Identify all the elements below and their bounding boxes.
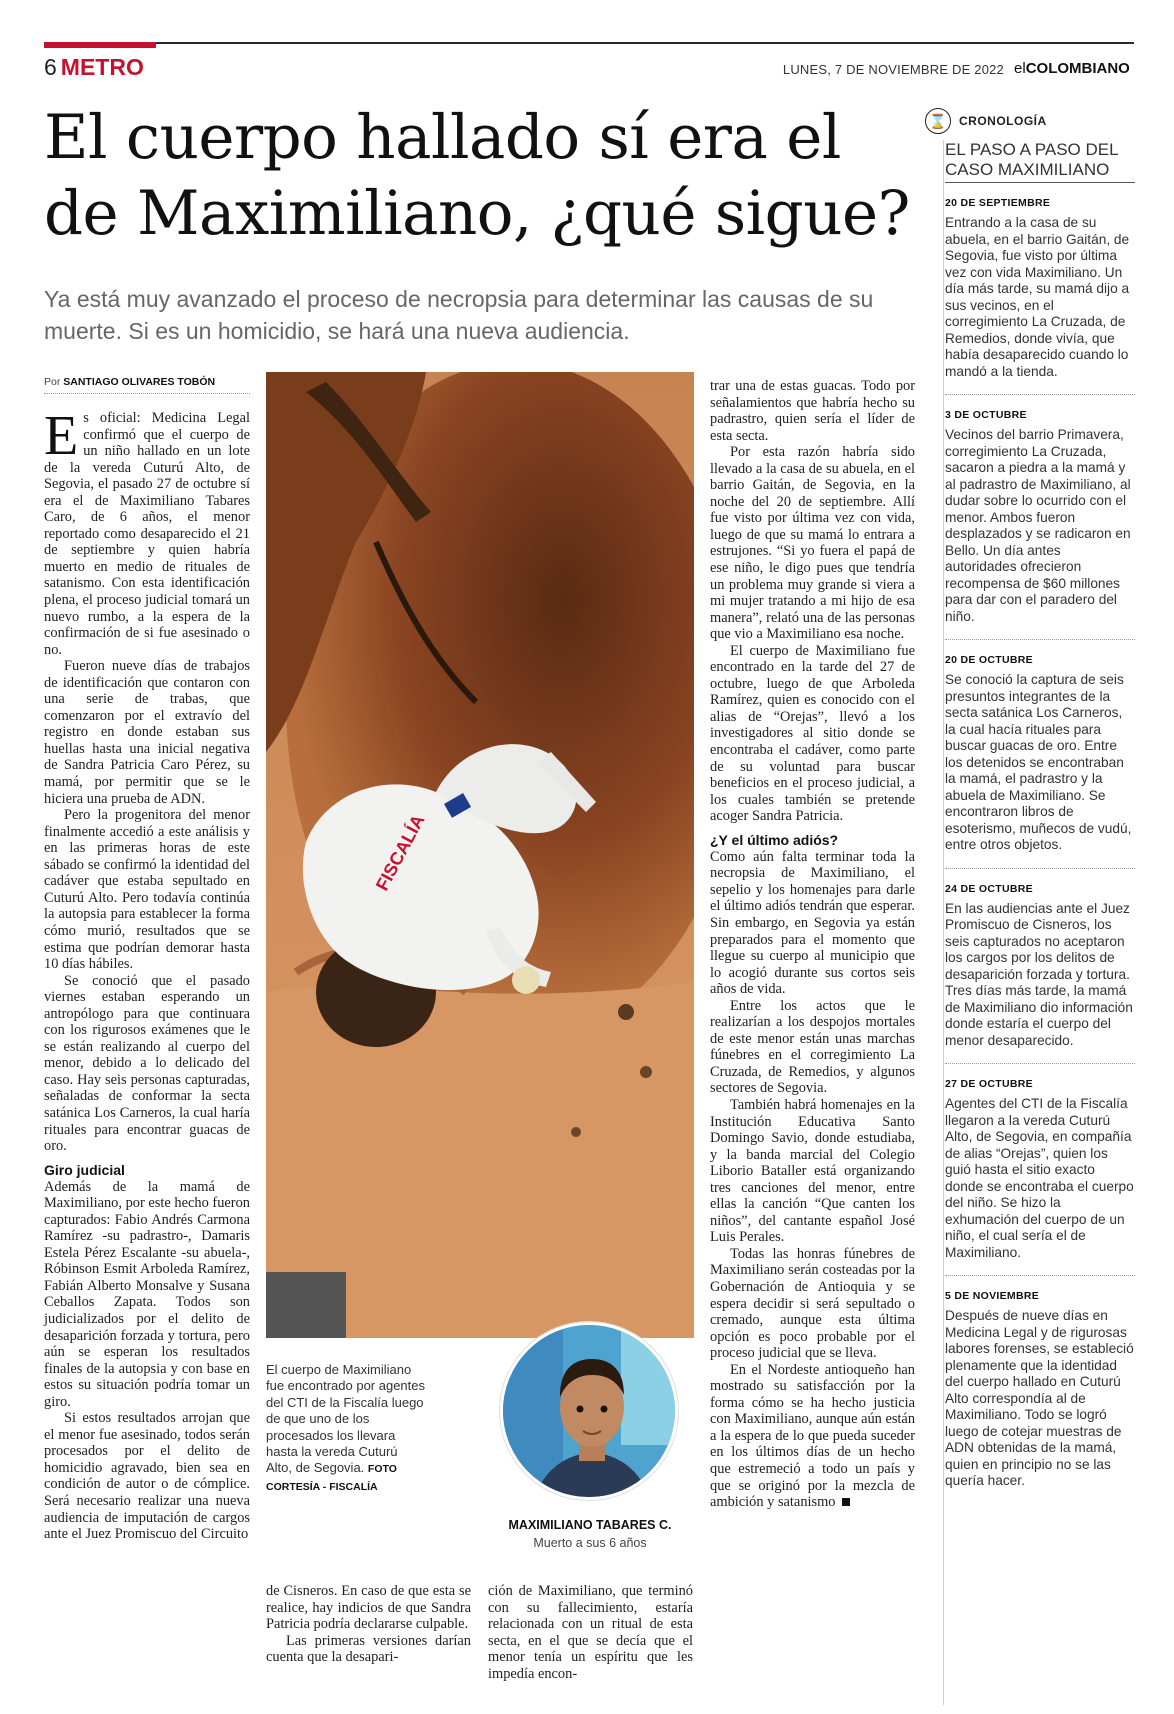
chronology-event xyxy=(945,1078,1135,1276)
chronology-event-text: Se conoció la captura de seis presuntos integrantes de la secta satánica Los Carneros, la cual hacía rituales para buscar guacas de oro. Entre los detenidos se encontraban la mamá, el padrastro y la abuela de Maximiliano. Se encontraron libros de esoterismo, muñecos de vudú, entre otros objetos. xyxy=(945,672,1132,852)
header-rule xyxy=(44,42,1134,44)
photo-caption: El cuerpo de Maximiliano fue encontrado por agentes del CTI de la Fiscalía luego de que uno de los procesados los llevara hasta la vereda Cuturú Alto, de Segovia. FOTO CORTESÍA - FISCALÍA xyxy=(266,1362,426,1493)
chronology-event xyxy=(945,1290,1135,1504)
subheading-ultimo-adios: ¿Y el último adiós? xyxy=(710,831,839,848)
article-paragraph: Fueron nueve días de trabajos de identificación que contaron con una serie de trabas, que comenzaron por el extravío del registro en donde estaban sus huellas hasta una inicial negativa de Sandra Patricia Caro Pérez, su mamá, por permitir que se le hiciera una prueba de ADN. xyxy=(44,658,250,807)
portrait-name: MAXIMILIANO TABARES C. xyxy=(508,1518,672,1532)
fiscalia-vest-label: FISCALÍA xyxy=(371,811,429,894)
article-headline: El cuerpo hallado sí era el de Maximiliano, ¿qué sigue? xyxy=(44,102,910,249)
article-paragraph: También habrá homenajes en la Institución Educativa Santo Domingo Savio, donde estudiaba, y la banda marcial del Colegio Liborio Bataller está organizando tres canciones del menor, entre ellas la canción “Que canten los niños”, del cantante español José Luis Perales. xyxy=(710,1096,915,1246)
chronology-event-date: 20 DE OCTUBRE xyxy=(945,654,1033,666)
subheading-giro-judicial: Giro judicial xyxy=(44,1161,125,1178)
article-paragraph: Entre los actos que le realizarían a los despojos mortales de este menor están unas marchas fúnebres en el corregimiento La Cruzada, de Remedios, y algunos sectores de Segovia. xyxy=(710,997,915,1097)
child-portrait xyxy=(500,1322,678,1500)
forensic-photo xyxy=(266,372,694,1338)
page-number: 6 xyxy=(44,54,57,80)
chronology-sidebar xyxy=(929,108,1135,1504)
issue-date: LUNES, 7 DE NOVIEMBRE DE 2022 xyxy=(782,62,1004,77)
chronology-event xyxy=(945,883,1135,1065)
article-paragraph: Si estos resultados arrojan que el menor fue asesinado, todos serán procesados por el delito de homicidio agravado, bien sea en condición de autor o de cómplice. Será necesario realizar una nueva audiencia de imputación de cargos ante el Juez Promiscuo del Circuito xyxy=(44,1410,250,1543)
section-name: METRO xyxy=(60,54,144,80)
chronology-event xyxy=(945,654,1135,869)
chronology-title: EL PASO A PASO DEL CASO MAXIMILIANO xyxy=(945,140,1135,183)
chronology-label: CRONOLOGÍA xyxy=(959,114,1047,128)
chronology-event-date: 24 DE OCTUBRE xyxy=(945,882,1033,895)
chronology-event-date: 20 DE SEPTIEMBRE xyxy=(945,197,1051,209)
child-portrait-illustration xyxy=(503,1325,678,1500)
article-paragraph: Como aún falta terminar toda la necropsia de Maximiliano, el sepelio y los homenajes para darle el último adiós tendrán que esperar. Sin embargo, en Segovia ya están preparados para el momento que llegue su cuerpo al municipio que lo acogió durante sus cortos seis años de vida. xyxy=(710,848,915,998)
drop-cap: E xyxy=(44,405,79,467)
article-paragraph: El cuerpo de Maximiliano fue encontrado en la tarde del 27 de octubre, luego de que Arboleda Ramírez, quien es conocido con el alias de “Orejas”, llevó a los investigadores al sitio donde se encontraba el cadáver, como parte de su voluntad para buscar beneficios en el proceso judicial, a los cuales también se pretende acoger Sandra Patricia. xyxy=(710,642,915,825)
article-paragraph: Se conoció que el pasado viernes estaban esperando un antropólogo para que continuara con los rigurosos exámenes que le se están realizando al cuerpo del menor, debido a lo delicado del caso. Hay seis personas capturadas, señaladas de conformar la secta satánica Los Carneros, la cual haría rituales para encontrar guacas de oro. xyxy=(44,972,250,1155)
sidebar-divider xyxy=(943,140,944,1705)
article-paragraph: En el Nordeste antioqueño han mostrado su satisfacción por la forma cómo se ha hecho justicia con Maximiliano, aunque aún están a la espera de lo que pueda suceder en los últimos días de un hecho que estremeció a todo un país y que se originó por la mezcla de ambición y satanismo xyxy=(710,1361,916,1511)
article-column-4 xyxy=(710,378,915,1511)
article-column-2 xyxy=(266,1583,471,1666)
chronology-event xyxy=(945,197,1135,395)
article-paragraph: de Cisneros. En caso de que esta se realice, hay indicios de que Sandra Patricia podría declararse culpable. xyxy=(266,1583,471,1633)
article-column-3 xyxy=(488,1583,693,1682)
newspaper-logo: elCOLOMBIANO xyxy=(1014,60,1130,77)
chronology-event-text: Entrando a la casa de su abuela, en el barrio Gaitán, de Segovia, fue visto por última vez con vida Maximiliano. Un día más tarde, su mamá dijo a sus vecinos, en el corregimiento La Cruzada, de Remedios, donde vivía, que había desaparecido cuando lo mandó a la tienda. xyxy=(945,215,1130,379)
article-paragraph: ción de Maximiliano, que terminó con su fallecimiento, estaría relacionada con un ritual de esta secta, en el que se decía que el menor tenía un espíritu que les impedía encon- xyxy=(488,1583,693,1682)
chronology-event xyxy=(945,409,1135,640)
portrait-age: Muerto a sus 6 años xyxy=(533,1536,647,1550)
chronology-header xyxy=(929,108,1135,134)
chronology-event-text: En las audiencias ante el Juez Promiscuo de Cisneros, los seis capturados no aceptaron los cargos por los delitos de desaparición forzada y tortura. Tres días más tarde, la mamá de Maximiliano dio información donde estaría el cuerpo del menor desaparecido. xyxy=(945,900,1133,1048)
article-paragraph: Es oficial: Medicina Legal confirmó que el cuerpo de un niño hallado en un lote de la vereda Cuturú Alto, de Segovia, el pasado 27 de octubre sí era el de Maximiliano Tabares Caro, de 6 años, el menor reportado como desaparecido el 21 de septiembre y quien habría muerto en medio de rituales de satanismo. Con esta identificación plena, el proceso judicial tomará un nuevo rumbo, a la espera de la confirmación de si fue asesinado o no. xyxy=(44,405,250,658)
end-of-article-mark xyxy=(842,1498,850,1506)
photo-credit: FOTO CORTESÍA - FISCALÍA xyxy=(266,1463,397,1493)
section-accent-bar xyxy=(44,42,156,48)
chronology-event-text: Vecinos del barrio Primavera, corregimiento La Cruzada, sacaron a piedra a la mamá y al padrastro de Maximiliano, al dudar sobre lo ocurrido con el menor. Ambos fueron desplazados y se radicaron en Bello. Un día antes autoridades ofrecieron recompensa de $60 millones para dar con el paradero del niño. xyxy=(945,427,1131,624)
hourglass-icon: ⌛ xyxy=(925,108,951,134)
article-paragraph: Pero la progenitora del menor finalmente accedió a este análisis y en las primeras horas de este sábado se confirmó la identidad del cadáver que estaba sepultado en Cuturú Alto. Pero todavía continúa la autopsia para establecer la forma cómo murió, resultados que se estima que podrían demorar hasta 10 días hábiles. xyxy=(44,807,250,973)
chronology-event-text: Después de nueve días en Medicina Legal y de rigurosas labores forenses, se estableció plenamente que la identidad del cuerpo hallado en Cuturú Alto correspondía al de Maximiliano. Todo se logró luego de cotejar muestras de ADN obtenidas de la mamá, quien en principio no se las quería hacer. xyxy=(945,1308,1134,1488)
article-paragraph: Las primeras versiones darían cuenta que la desapari- xyxy=(266,1632,471,1666)
article-subhead: Ya está muy avanzado el proceso de necropsia para determinar las causas de su muerte. Si es un homicidio, se hará una nueva audiencia. xyxy=(44,286,874,344)
article-paragraph: Además de la mamá de Maximiliano, por este hecho fueron capturados: Fabio Andrés Carmona Ramírez -su padrastro-, Damaris Estela Pérez Escalante -su abuela-, Róbinson Esmit Arboleda Ramírez, Fabián Alberto Monsalve y Susana Ceballos Zapata. Todos son judicializados por el delito de desaparición forzada y tortura, pero aún se esperan los resultados finales de la autopsia y con base en estos su situación podría tomar un giro. xyxy=(44,1178,250,1410)
chronology-event-date: 5 DE NOVIEMBRE xyxy=(945,1290,1040,1302)
byline-author: SANTIAGO OLIVARES TOBÓN xyxy=(63,376,216,388)
article-paragraph: Por esta razón habría sido llevado a la casa de su abuela, en el barrio Gaitán, de Segovia, en la noche del 20 de septiembre. Allí fue visto por última vez con vida, luego de que su mamá lo entrara a estrujones. “Si yo fuera el papá de ese niño, le digo pues que tendría un problema muy grande si viera a mi mujer tratando a mi hijo de esa manera”, relató una de las personas que vio a Maximiliano esa noche. xyxy=(710,444,915,643)
page-section-label xyxy=(44,54,144,81)
article-paragraph: trar una de estas guacas. Todo por señalamientos que habría hecho su padrastro, quien sería el líder de esta secta. xyxy=(710,378,915,444)
article-column-1 xyxy=(44,405,250,1543)
forensic-photo-illustration xyxy=(266,372,694,1338)
chronology-event-text: Agentes del CTI de la Fiscalía llegaron a la vereda Cuturú Alto, de Segovia, en compañía de alias “Orejas”, quien los guió hasta el sitio exacto donde se encontraba el cuerpo del niño. Se hizo la exhumación del cuerpo de un niño, el cual sería el de Maximiliano. xyxy=(945,1096,1134,1260)
article-paragraph: Todas las honras fúnebres de Maximiliano serán costeadas por la Gobernación de Antioquia y se espera decidir si será sepultado o cremado, aunque esta última opción es poco probable por el proceso judicial que se lleva. xyxy=(710,1245,915,1362)
byline: Por SANTIAGO OLIVARES TOBÓN xyxy=(44,376,250,394)
chronology-event-date: 3 DE OCTUBRE xyxy=(945,409,1027,421)
chronology-event-date: 27 DE OCTUBRE xyxy=(945,1078,1033,1090)
